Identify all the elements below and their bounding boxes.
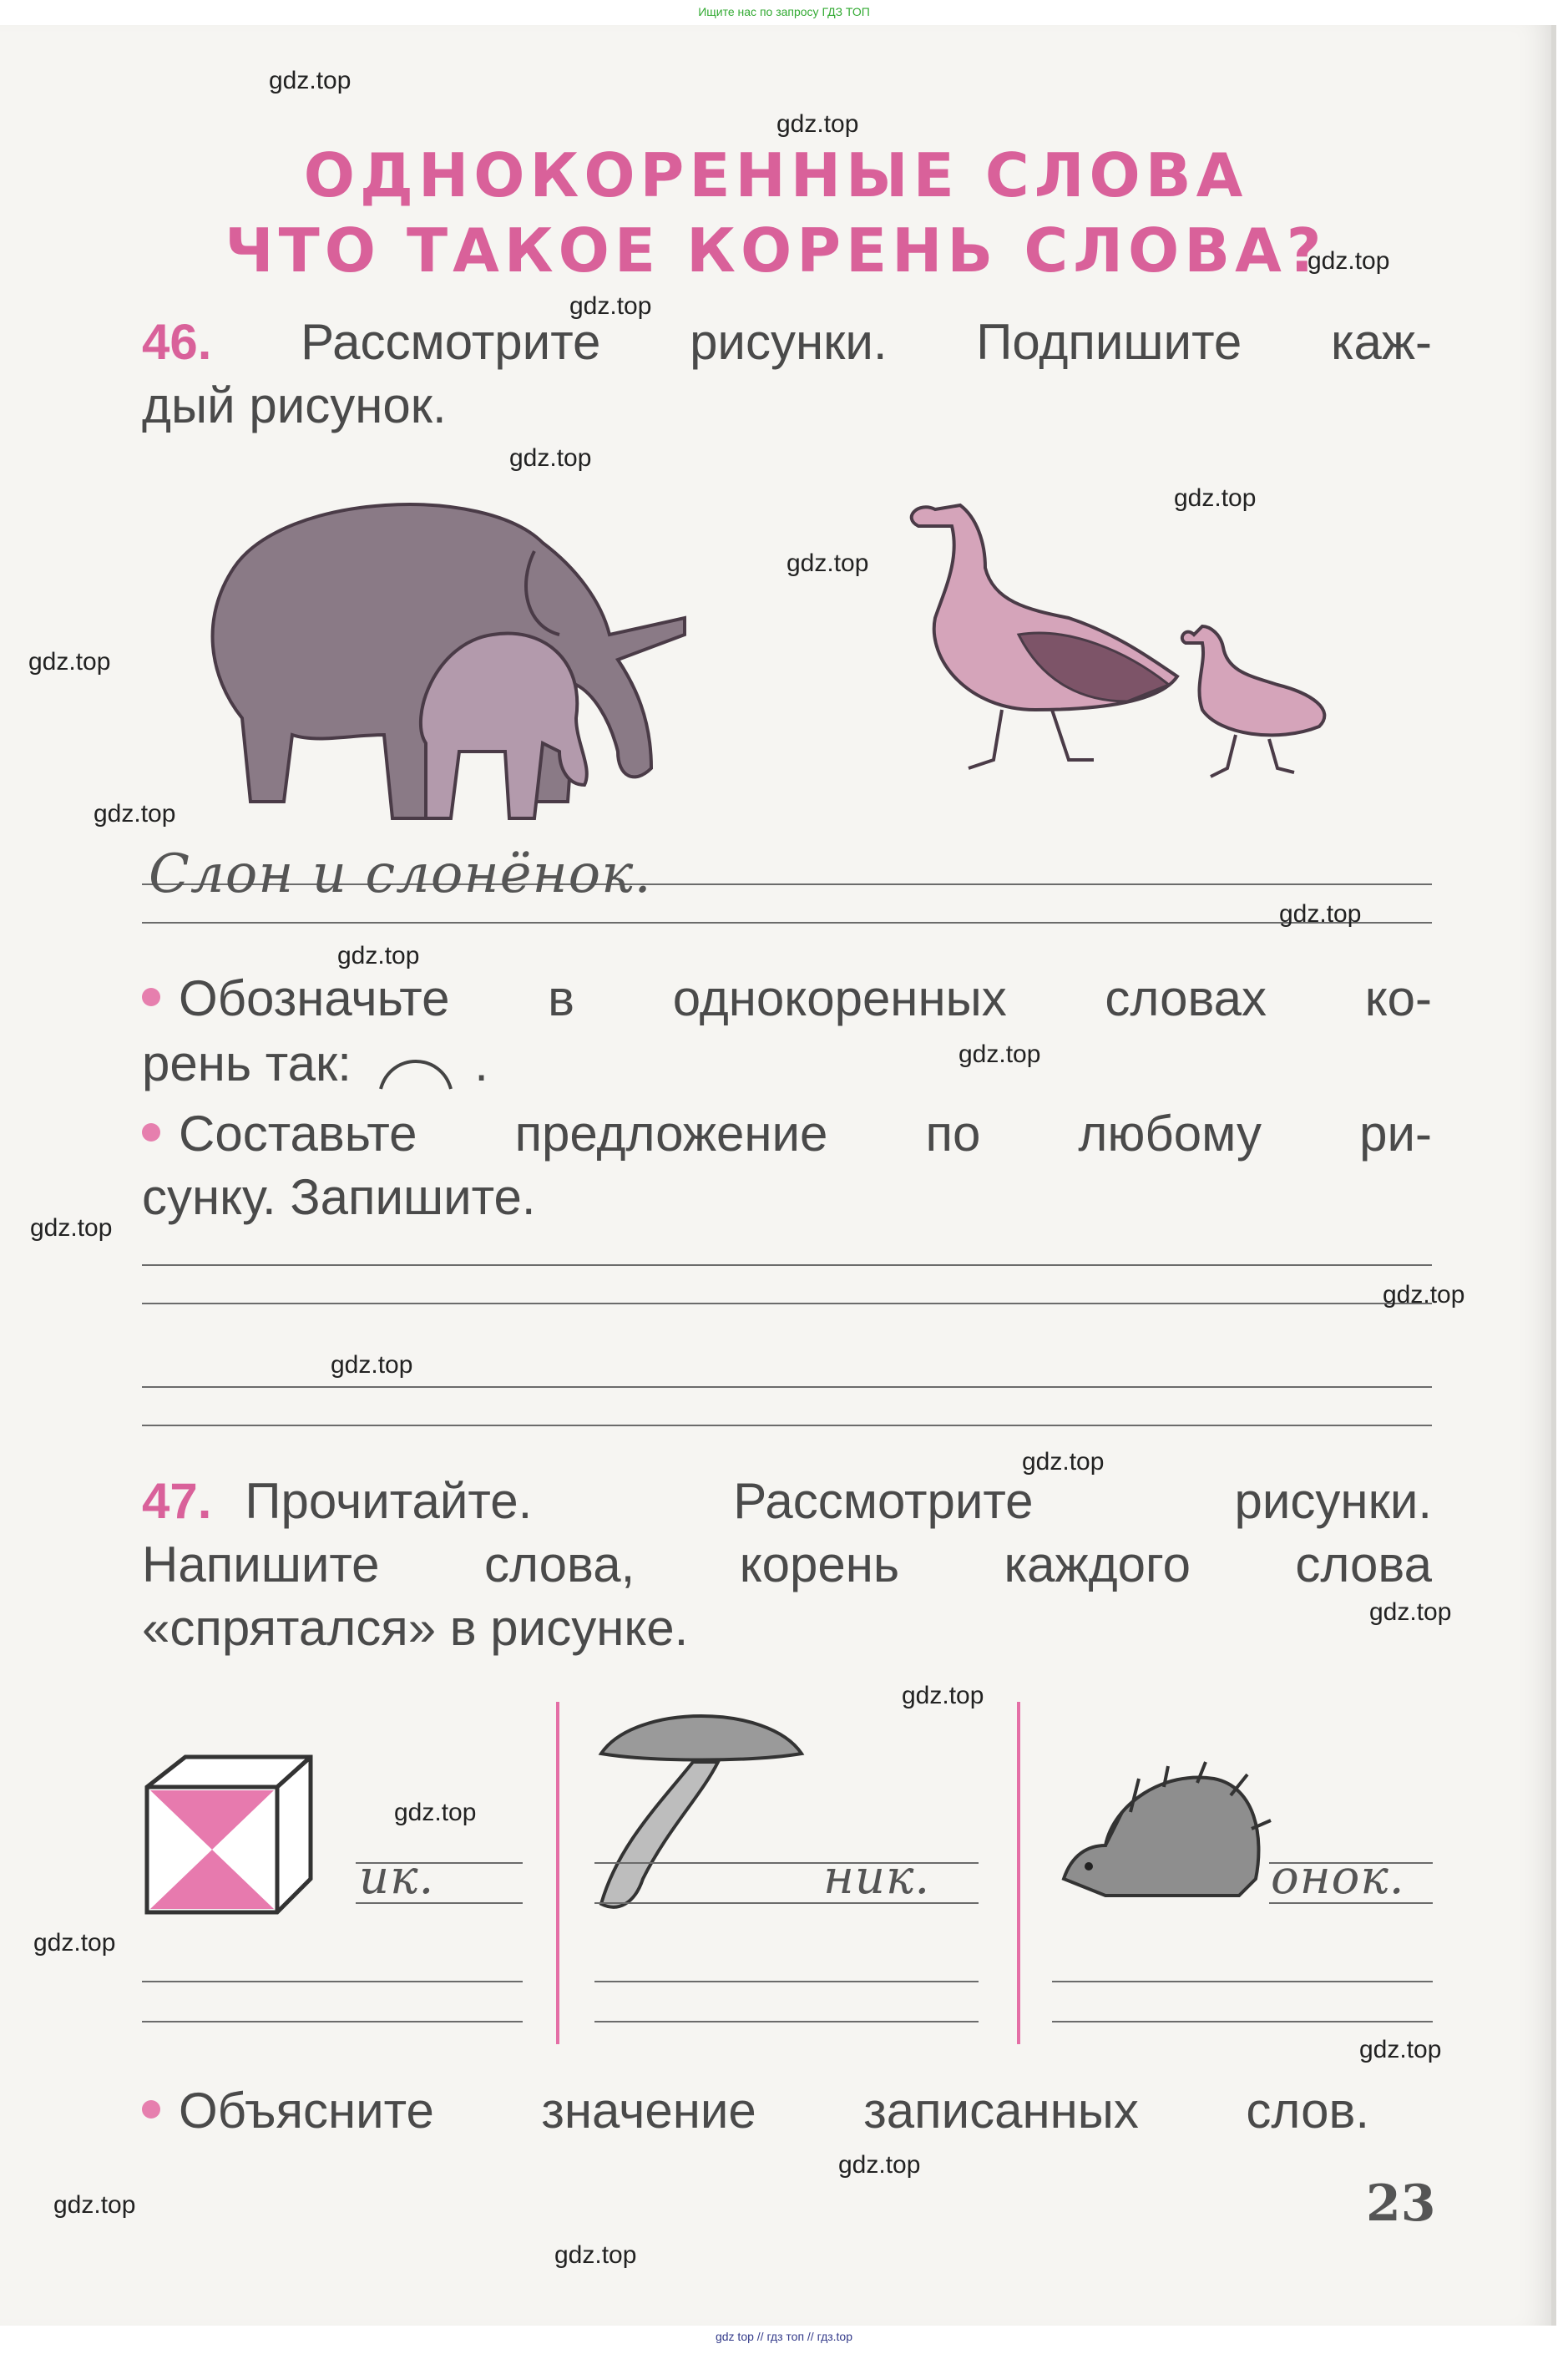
elephant-icon [184, 468, 701, 835]
ex47-instruction-1: Прочитайте. Рассмотрите рисунки. [245, 1473, 1432, 1529]
bottom-banner: gdz top // гдз топ // гдз.top [715, 2330, 853, 2343]
watermark: gdz.top [554, 2241, 637, 2269]
watermark: gdz.top [569, 292, 652, 320]
watermark: gdz.top [28, 648, 111, 676]
watermark: gdz.top [959, 1040, 1041, 1068]
writing-line [142, 1981, 523, 1982]
handwritten-answer-46: Слон и слонёнок. [149, 843, 652, 905]
ex46-bullet-2-line-2: сунку. Запишите. [142, 1169, 536, 1225]
ex47-line-3: «спрятался» в рисунке. [142, 1600, 689, 1656]
hedgehog-icon [1055, 1762, 1272, 1904]
top-banner: Ищите нас по запросу ГДЗ ТОП [698, 5, 870, 18]
ex46-line-2: дый рисунок. [142, 377, 447, 433]
watermark: gdz.top [53, 2191, 136, 2219]
watermark: gdz.top [509, 444, 592, 472]
watermark: gdz.top [838, 2151, 921, 2179]
heading-line-1: ОДНОКОРЕННЫЕ СЛОВА [303, 140, 1248, 210]
writing-line [594, 1981, 979, 1982]
answer-line [142, 922, 1432, 924]
watermark: gdz.top [1174, 484, 1257, 512]
watermark: gdz.top [331, 1351, 413, 1379]
column-divider [556, 1702, 559, 2044]
bullet-dot [142, 2100, 160, 2119]
watermark: gdz.top [1308, 247, 1390, 275]
ex46-bullet-2-line-1 [142, 1102, 1432, 1166]
watermark: gdz.top [30, 1214, 113, 1242]
watermark: gdz.top [787, 549, 869, 577]
ex47-bullet-text: Объясните значение записанных слов. [179, 2083, 1369, 2139]
mushroom-icon [584, 1703, 810, 1912]
arc-icon [374, 1045, 458, 1096]
ex46-bullet-1-line-2 [142, 1030, 488, 1096]
writing-line [142, 1303, 1432, 1304]
bullet-dot [142, 1123, 160, 1142]
watermark: gdz.top [1369, 1598, 1452, 1626]
watermark: gdz.top [337, 942, 420, 969]
watermark: gdz.top [776, 110, 859, 138]
writing-line [594, 2021, 979, 2022]
column-divider [1017, 1702, 1020, 2044]
watermark: gdz.top [1279, 900, 1362, 928]
suffix-ik: ик. [359, 1850, 435, 1905]
ex47-number: 47. [142, 1473, 212, 1529]
ex46-bullet-1-end: . [474, 1035, 488, 1091]
ex46-bullet-2-text: Составьте предложение по любому ри- [179, 1106, 1432, 1162]
watermark: gdz.top [394, 1799, 477, 1826]
cube-icon [144, 1754, 327, 1921]
suffix-nik: ник. [823, 1850, 931, 1905]
ex46-bullet-1-text-2: рень так: [142, 1035, 352, 1091]
watermark: gdz.top [33, 1929, 116, 1957]
watermark: gdz.top [902, 1682, 984, 1709]
writing-line [142, 1386, 1432, 1388]
watermark: gdz.top [1359, 2036, 1442, 2063]
watermark: gdz.top [269, 67, 352, 94]
ex47-line-1 [142, 1470, 1432, 1533]
ex46-instruction-1: Рассмотрите рисунки. Подпишите каж- [301, 314, 1432, 370]
writing-line [142, 2021, 523, 2022]
ex46-number: 46. [142, 314, 212, 370]
watermark: gdz.top [94, 800, 176, 828]
page-number: 23 [1366, 2174, 1436, 2233]
ex46-bullet-1-line-1 [142, 967, 1432, 1030]
ex46-line-1 [142, 311, 1432, 374]
writing-line [1052, 2021, 1433, 2022]
writing-line [1052, 1981, 1433, 1982]
ex47-bullet [142, 2079, 1369, 2143]
ex46-bullet-1-text: Обозначьте в однокоренных словах ко- [179, 970, 1432, 1026]
geese-icon [902, 493, 1386, 802]
suffix-onok: онок. [1271, 1850, 1405, 1905]
writing-line [142, 1425, 1432, 1426]
writing-line [142, 1264, 1432, 1266]
heading-line-2: ЧТО ТАКОЕ КОРЕНЬ СЛОВА? [225, 215, 1327, 286]
watermark: gdz.top [1022, 1448, 1105, 1476]
ex47-line-2: Напишите слова, корень каждого слова [142, 1536, 1432, 1592]
watermark: gdz.top [1383, 1281, 1465, 1309]
bullet-dot [142, 988, 160, 1006]
